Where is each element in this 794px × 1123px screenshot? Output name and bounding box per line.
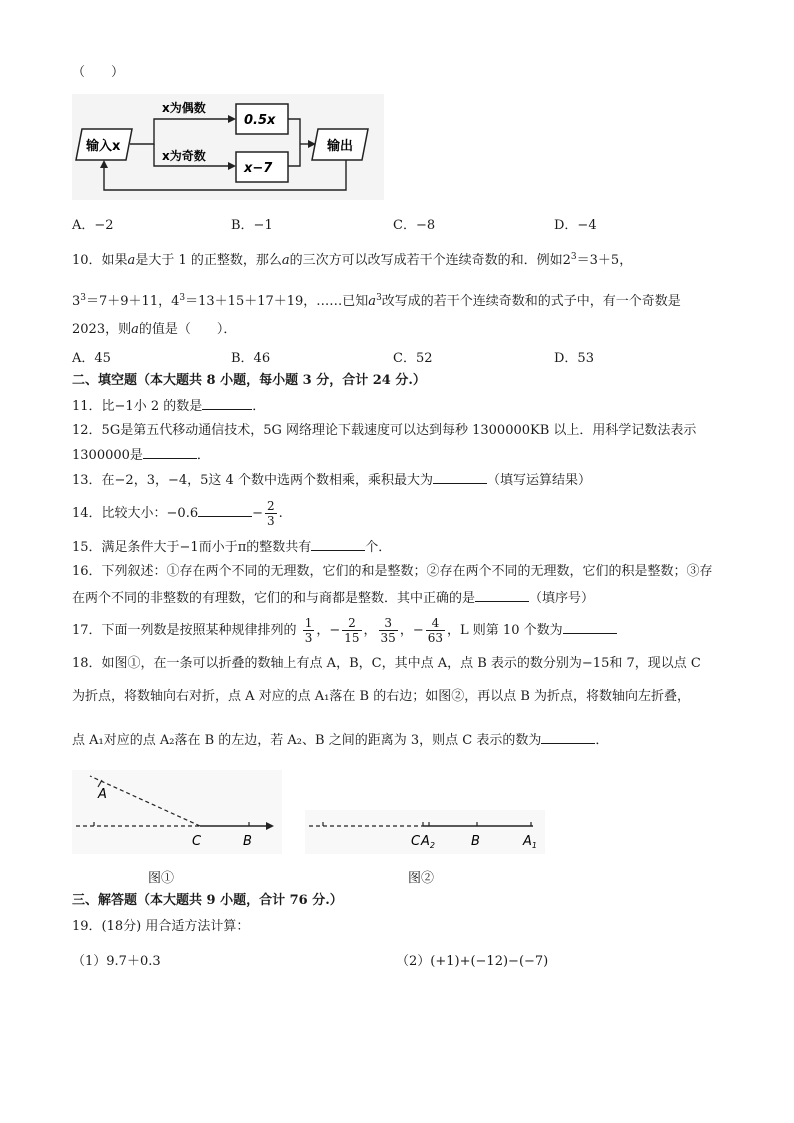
q9-option-c: C．−8 [393,218,436,233]
q18-figure-2 [305,810,545,854]
q18-answer-blank [541,731,595,744]
q18-figure-2-caption: 图② [408,871,435,886]
q9-flowchart [72,94,384,200]
q14: 14．比较大小：−0.6 − $\frac{2}{3}$ . [72,499,283,528]
q19-part-1: （1）9.7＋0.3 [72,954,161,969]
flow-input-label: 输入x [86,139,121,154]
q11-answer-blank [202,397,252,410]
q15-answer-blank [311,538,365,551]
flow-odd-label: x为奇数 [162,149,206,163]
q11: 11．比−1小 2 的数是 ． [72,399,266,414]
q10-option-c: C．52 [393,351,433,366]
q16-line1: 16．下列叙述：①存在两个不同的无理数，它们的和是整数；②存在两个不同的无理数，它们的积是整数；③存 [72,564,713,579]
q17-term-2: − $\frac{2}{15}$ [329,616,360,645]
q10-option-d: D．53 [554,351,594,366]
q19-part-2: （2）(+1)+(−12)−(−7) [396,954,549,969]
q9-option-a: A．−2 [72,218,114,233]
fig2-label-c: C [411,834,421,849]
q17-term-1: $\frac{1}{3}$ [304,616,313,645]
q17: 17．下面一列数是按照某种规律排列的 $\frac{1}{3}$ ，− $\frac{2}{15}$ ， $\frac{3}{35}$ ，− $\frac{4}{63}$ ，L 则第 10 个数为 [72,613,617,649]
fig2-label-a1: $A_1$ [523,834,537,850]
q18-figure-1 [72,770,282,854]
q18-line1: 18．如图①，在一条可以折叠的数轴上有点 A，B，C，其中点 A，点 B 表示的数分别为−15和 7，现以点 C [72,656,701,671]
q10-line3: 2023，则a的值是（ ）． [72,322,237,337]
fig1-label-b: B [243,834,252,849]
q13: 13．在−2，3，−4，5这 4 个数中选两个数相乘，乘积最大为 （填写运算结果） [72,473,591,488]
q18-line3: 点 A₁对应的点 A₂落在 B 的左边，若 A₂、B 之间的距离为 3，则点 C 表示的数为 ． [72,733,609,748]
q12-line2: 1300000是 ． [72,448,210,463]
q17-answer-blank [563,621,617,634]
q10-option-a: A．45 [72,351,111,366]
q17-term-4: − $\frac{4}{63}$ [412,616,444,645]
q9-option-d: D．−4 [554,218,597,233]
q9-answer-paren: （ ） [72,65,125,80]
fig2-label-a2: $A_2$ [421,834,435,850]
q18-line2: 为折点，将数轴向右对折，点 A 对应的点 A₁落在 B 的右边；如图②，再以点 B 为折点，将数轴向左折叠， [72,689,691,704]
fig2-label-b: B [471,834,480,849]
svg-text:0.5x: 0.5x [244,113,276,128]
q13-answer-blank [433,471,487,484]
q10-line1: 10．如果a是大于 1 的正整数，那么a的三次方可以改写成若干个连续奇数的和．例如$2^3=3+5$， [72,252,633,268]
fig1-label-a: A [98,787,107,802]
q12-answer-blank [143,446,197,459]
q18-figure-1-caption: 图① [148,871,175,886]
section-3-heading: 三、解答题（本大题共 9 小题，合计 76 分.） [72,893,343,908]
q16-answer-blank [475,589,529,602]
flow-output-label: 输出 [327,139,354,154]
flow-even-label: x为偶数 [162,101,206,115]
q9-option-b: B．−1 [231,218,273,233]
q16-line2: 在两个不同的非整数的有理数，它们的和与商都是整数．其中正确的是 （填序号） [72,591,595,606]
q14-fraction: $\frac{2}{3}$ [267,499,275,528]
q10-line2: $3^3=7+9+11$，$4^3=13+15+17+19$，……已知$a^3$改写成的若干个连续奇数和的式子中，有一个奇数是 [72,293,681,309]
q15: 15．满足条件大于−1而小于π的整数共有 个． [72,540,392,555]
section-2-heading: 二、填空题（本大题共 8 小题，每小题 3 分，合计 24 分.） [72,373,426,388]
q19-title: 19．(18分) 用合适方法计算： [72,919,250,934]
svg-text:x−7: x−7 [244,161,273,176]
q10-option-b: B．46 [231,351,271,366]
q12-line1: 12．5G是第五代移动通信技术，5G 网络理论下载速度可以达到每秒 1300000KB 以上．用科学记数法表示 [72,423,697,438]
q17-term-3: $\frac{3}{35}$ [380,616,396,645]
q14-answer-blank [198,504,252,517]
fig1-label-c: C [192,834,202,849]
